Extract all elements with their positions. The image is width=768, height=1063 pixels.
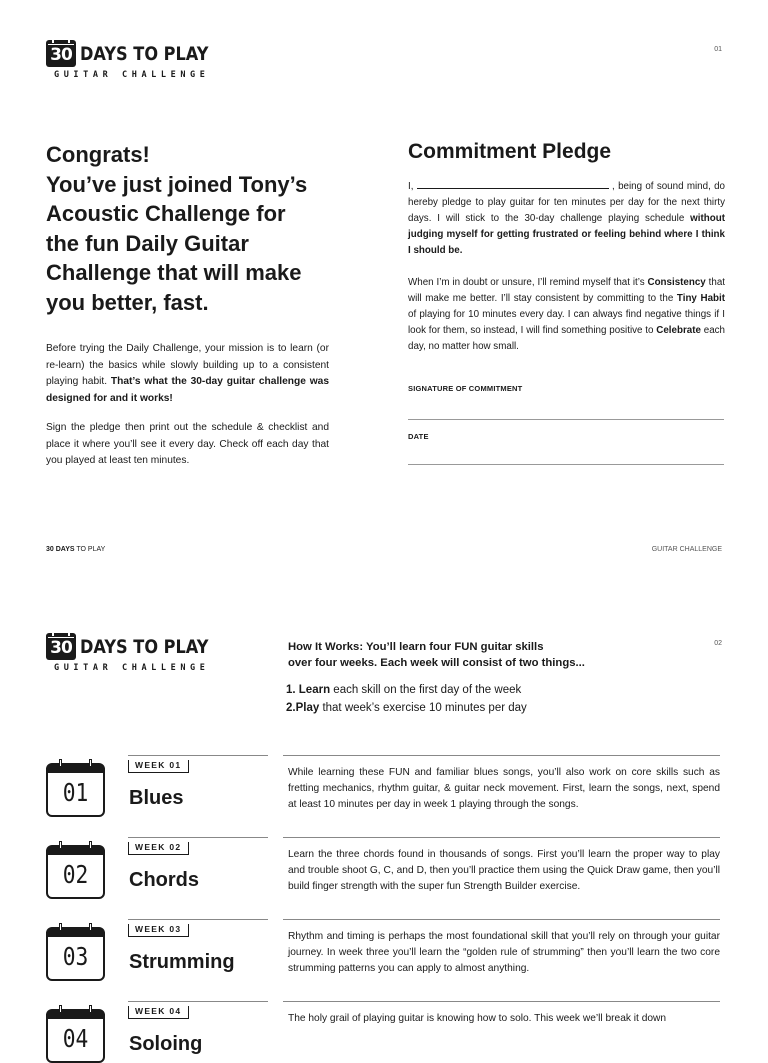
week-tag: WEEK 01 <box>128 760 189 773</box>
week-row <box>0 755 768 835</box>
week-number: 04 <box>62 1024 89 1053</box>
step-bold: 2.Play <box>286 702 320 714</box>
footer-bold: 30 DAYS <box>46 546 75 553</box>
divider <box>283 919 720 920</box>
pledge-bold: Celebrate <box>656 325 701 336</box>
pledge-text: each day, no matter how small. <box>408 325 725 352</box>
divider <box>128 919 268 920</box>
week-row <box>0 1001 768 1055</box>
week-number: 02 <box>62 860 89 889</box>
calendar-icon <box>46 633 76 660</box>
week-description: Learn the three chords found in thousands of songs. First you’ll learn the proper way to play and trouble shoot G, C, and D, then you’ll practice them using the Quick Draw game, then you’ll build finger strength with the super fun Strength Builder exercise. <box>288 849 720 892</box>
step-item <box>286 681 527 699</box>
intro-paragraph-1 <box>46 341 329 407</box>
week-name: Blues <box>129 787 184 809</box>
date-line[interactable] <box>408 464 724 465</box>
pledge-text: I, <box>408 181 417 192</box>
week-name: Strumming <box>129 951 235 973</box>
week-description: While learning these FUN and familiar blues songs, you’ll also work on core skills such as fretting mechanics, rhythm guitar, & guitar neck movement. First, learn the songs, next, spend at least 10 minutes per day in week 1 playing through the songs. <box>288 767 720 810</box>
pledge-bold: without judging myself for getting frustrated or feeling behind where I think I should be. <box>408 213 725 256</box>
congrats-heading <box>46 140 366 317</box>
calendar-icon <box>46 40 76 67</box>
calendar-icon <box>46 927 105 981</box>
logo <box>46 40 231 80</box>
congrats-line: You’ve just joined Tony’s <box>46 171 308 197</box>
logo-number: 30 <box>50 45 72 65</box>
logo-subtitle: GUITAR CHALLENGE <box>54 663 210 673</box>
week-name: Soloing <box>129 1033 203 1055</box>
logo-number: 30 <box>50 638 72 658</box>
week-number: 01 <box>62 778 89 807</box>
week-tag: WEEK 04 <box>128 1006 189 1019</box>
pledge-paragraph-2 <box>408 275 725 355</box>
page-02 <box>0 580 768 1055</box>
congrats-line: you better, fast. <box>46 289 209 315</box>
signature-line[interactable] <box>408 419 724 420</box>
calendar-icon <box>46 845 105 899</box>
divider <box>283 1001 720 1002</box>
week-description: Rhythm and timing is perhaps the most foundational skill that you’ll rely on through your guitar journey. In week three you’ll learn the “golden rule of strumming” then you’ll learn the two core strumming patterns you can apply to almost anything. <box>288 931 720 974</box>
divider <box>128 755 268 756</box>
week-row <box>0 919 768 999</box>
page-number: 02 <box>714 640 722 647</box>
divider <box>283 755 720 756</box>
footer-left <box>46 546 105 553</box>
congrats-line: Acoustic Challenge for <box>46 201 286 226</box>
pledge-bold: Tiny Habit <box>676 293 725 304</box>
divider <box>128 837 268 838</box>
pledge-text: that will make me better. I’ll stay consistent by committing to the <box>408 277 725 304</box>
calendar-icon <box>46 1009 105 1063</box>
footer-right: GUITAR CHALLENGE <box>651 546 722 553</box>
pledge-bold: Consistency <box>647 277 706 288</box>
signature-label: SIGNATURE OF COMMITMENT <box>408 384 523 393</box>
step-item <box>286 699 527 717</box>
logo-subtitle: GUITAR CHALLENGE <box>54 70 210 80</box>
week-tag: WEEK 03 <box>128 924 189 937</box>
logo-title: DAYS TO PLAY <box>80 635 209 658</box>
logo <box>46 633 231 673</box>
pledge-text: of playing for 10 minutes every day. I can always find negative things if I look for them, so instead, I will find something positive to <box>408 309 725 336</box>
pledge-paragraph-1 <box>408 179 725 259</box>
name-blank-line[interactable] <box>417 179 609 189</box>
pledge-text: When I’m in doubt or unsure, I’ll remind myself that it’s <box>408 277 648 288</box>
step-text: that week’s exercise 10 minutes per day <box>319 702 527 714</box>
intro-bold: That’s what the 30-day guitar challenge was designed for and it works! <box>46 376 329 404</box>
how-it-works-heading <box>288 640 648 671</box>
divider <box>128 1001 268 1002</box>
week-tag: WEEK 02 <box>128 842 189 855</box>
date-label: DATE <box>408 432 429 441</box>
pledge-title: Commitment Pledge <box>408 140 612 163</box>
how-line: How It Works: You’ll learn four FUN guitar skills <box>288 641 544 653</box>
congrats-line: the fun Daily Guitar <box>46 230 249 256</box>
week-row <box>0 837 768 917</box>
calendar-icon <box>46 763 105 817</box>
steps-list <box>286 681 527 717</box>
footer-text: TO PLAY <box>74 546 106 553</box>
logo-title: DAYS TO PLAY <box>80 42 209 65</box>
intro-paragraph-2: Sign the pledge then print out the schedule & checklist and place it where you’ll see it every day. Check off each day that you played at least ten minutes. <box>46 422 329 466</box>
week-name: Chords <box>129 869 199 891</box>
how-line: over four weeks. Each week will consist of two things... <box>288 656 585 669</box>
week-description: The holy grail of playing guitar is knowing how to solo. This week we’ll break it down <box>288 1013 667 1024</box>
congrats-line: Challenge that will make <box>46 260 302 285</box>
intro-text: Before trying the Daily Challenge, your mission is to learn (or re-learn) the basics while slowly building up to a consistent playing habit. <box>46 343 329 387</box>
step-text: each skill on the first day of the week <box>330 684 522 696</box>
congrats-line: Congrats! <box>46 142 150 167</box>
step-bold: 1. Learn <box>286 684 331 696</box>
pledge-text: , being of sound mind, do hereby pledge to play guitar for ten minutes per day for the next thirty days. I will stick to the 30-day challenge playing schedule <box>408 181 725 224</box>
divider <box>283 837 720 838</box>
page-number: 01 <box>714 46 722 53</box>
week-number: 03 <box>62 942 89 971</box>
